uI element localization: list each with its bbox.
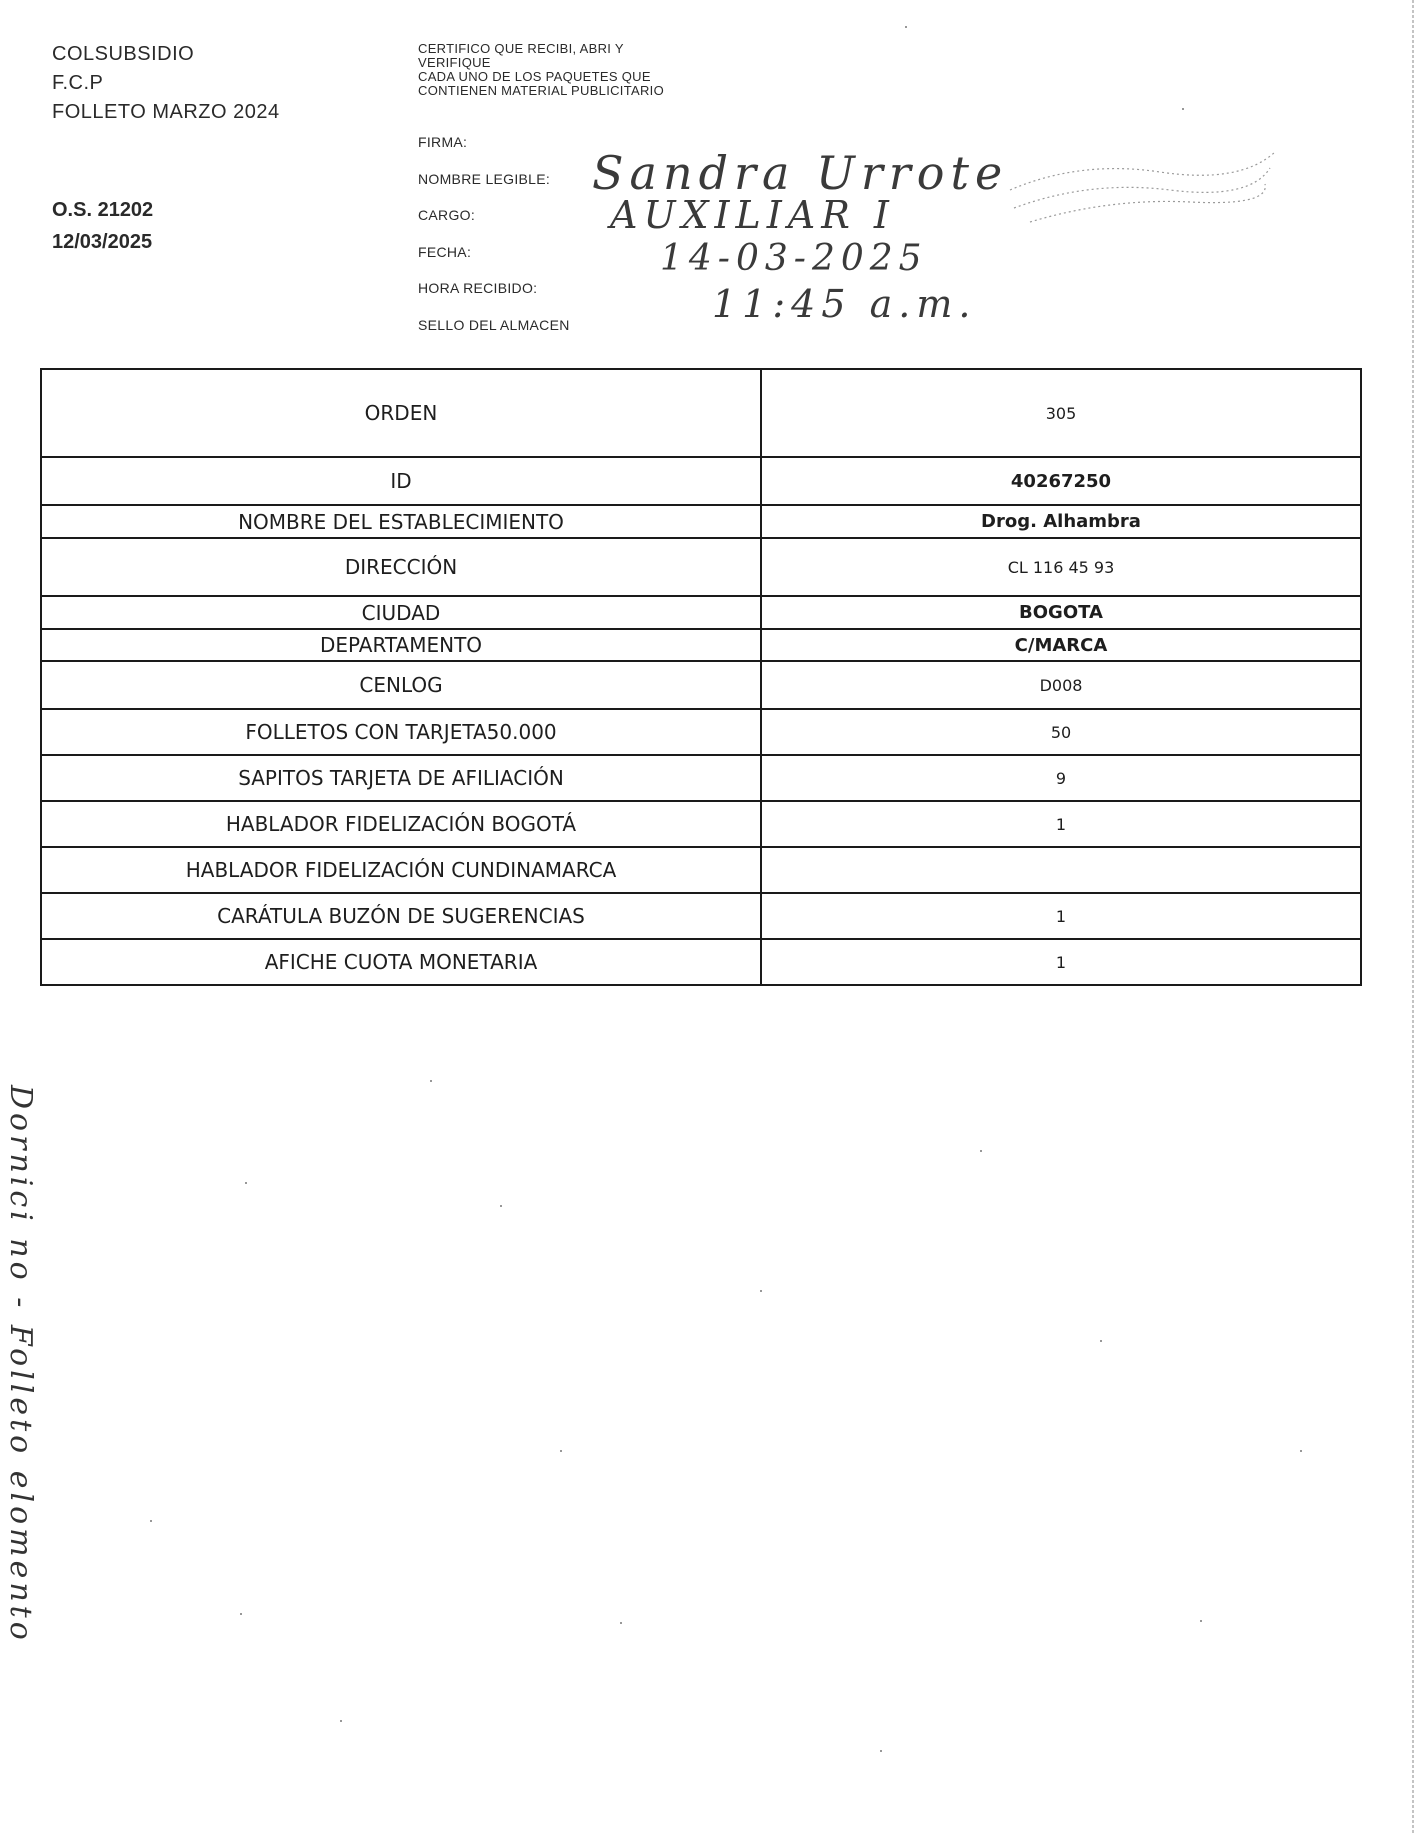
nombre-legible-label: NOMBRE LEGIBLE: xyxy=(418,171,551,187)
order-service-number: O.S. 21202 xyxy=(52,199,154,221)
order-service-block xyxy=(52,194,153,258)
row-label: AFICHE CUOTA MONETARIA xyxy=(41,939,761,985)
row-label: DIRECCIÓN xyxy=(41,538,761,596)
cert-line-3: CADA UNO DE LOS PAQUETES QUE xyxy=(418,69,651,84)
table-row xyxy=(41,801,1361,847)
brochure-title: FOLLETO MARZO 2024 xyxy=(52,101,280,123)
cargo-label: CARGO: xyxy=(418,207,476,223)
company-code: F.C.P xyxy=(52,72,104,94)
table-row xyxy=(41,369,1361,457)
row-value: 1 xyxy=(761,801,1361,847)
company-name: COLSUBSIDIO xyxy=(52,43,195,65)
vertical-handwritten-note: Dornici no - Folleto elomento xyxy=(3,1085,38,1644)
handwritten-date: 14-03-2025 xyxy=(660,238,928,279)
table-row xyxy=(41,505,1361,538)
table-row xyxy=(41,538,1361,596)
sello-almacen-label: SELLO DEL ALMACEN xyxy=(418,317,570,333)
row-label: FOLLETOS CON TARJETA50.000 xyxy=(41,709,761,755)
faint-stamp-mark xyxy=(1000,150,1280,230)
row-label: ORDEN xyxy=(41,369,761,457)
row-value: C/MARCA xyxy=(761,629,1361,661)
row-value: 50 xyxy=(761,709,1361,755)
row-label: CIUDAD xyxy=(41,596,761,629)
row-value: D008 xyxy=(761,661,1361,709)
table-row xyxy=(41,457,1361,505)
fecha-label: FECHA: xyxy=(418,244,472,260)
order-service-date: 12/03/2025 xyxy=(52,231,153,253)
table-row xyxy=(41,939,1361,985)
row-value: Drog. Alhambra xyxy=(761,505,1361,538)
row-value xyxy=(761,847,1361,893)
scan-edge-line xyxy=(1412,0,1414,1834)
table-row xyxy=(41,893,1361,939)
handwritten-name: Sandra Urrote xyxy=(592,146,1009,200)
table-row xyxy=(41,709,1361,755)
table-row xyxy=(41,661,1361,709)
header-company-block xyxy=(52,40,280,127)
row-value: 1 xyxy=(761,893,1361,939)
cert-line-4: CONTIENEN MATERIAL PUBLICITARIO xyxy=(418,83,664,98)
firma-label: FIRMA: xyxy=(418,134,468,150)
row-label: CARÁTULA BUZÓN DE SUGERENCIAS xyxy=(41,893,761,939)
row-label: ID xyxy=(41,457,761,505)
certification-text xyxy=(418,42,664,98)
table-row xyxy=(41,629,1361,661)
table-row xyxy=(41,755,1361,801)
delivery-table xyxy=(40,368,1362,986)
row-value: BOGOTA xyxy=(761,596,1361,629)
handwritten-position: AUXILIAR I xyxy=(610,193,895,237)
row-label: NOMBRE DEL ESTABLECIMIENTO xyxy=(41,505,761,538)
row-value: 1 xyxy=(761,939,1361,985)
row-label: SAPITOS TARJETA DE AFILIACIÓN xyxy=(41,755,761,801)
table-row xyxy=(41,847,1361,893)
handwritten-time: 11:45 a.m. xyxy=(712,282,977,326)
row-label: CENLOG xyxy=(41,661,761,709)
row-label: HABLADOR FIDELIZACIÓN BOGOTÁ xyxy=(41,801,761,847)
row-value: CL 116 45 93 xyxy=(761,538,1361,596)
hora-recibido-label: HORA RECIBIDO: xyxy=(418,280,538,296)
row-value: 305 xyxy=(761,369,1361,457)
row-value: 9 xyxy=(761,755,1361,801)
row-value: 40267250 xyxy=(761,457,1361,505)
cert-line-2: VERIFIQUE xyxy=(418,55,491,70)
row-label: DEPARTAMENTO xyxy=(41,629,761,661)
cert-line-1: CERTIFICO QUE RECIBI, ABRI Y xyxy=(418,41,624,56)
table-row xyxy=(41,596,1361,629)
row-label: HABLADOR FIDELIZACIÓN CUNDINAMARCA xyxy=(41,847,761,893)
